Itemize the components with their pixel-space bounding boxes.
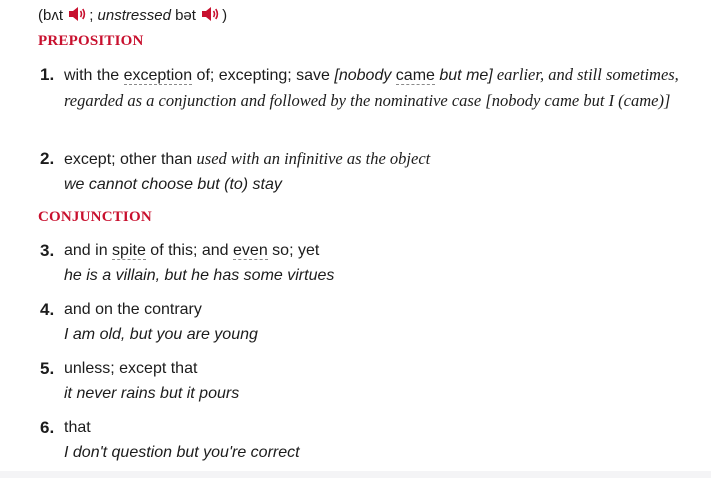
example-sentence: I don't question but you're correct	[64, 444, 300, 461]
definition-text: with the	[64, 67, 124, 84]
definition-text: and in	[64, 242, 113, 259]
example-open: [nobody	[334, 67, 396, 84]
definition-text: of; excepting; save	[192, 67, 335, 84]
pron-unstressed: bət	[175, 7, 196, 24]
sense-body	[64, 297, 698, 347]
speaker-icon[interactable]	[201, 6, 221, 22]
sense-body	[64, 62, 698, 114]
sense-number: 4.	[40, 300, 55, 319]
crossref-link-even[interactable]: even	[233, 242, 268, 259]
sense-2	[38, 146, 698, 197]
part-of-speech-heading: CONJUNCTION	[38, 209, 152, 225]
sense-number: 2.	[40, 149, 55, 168]
part-of-speech-heading: PREPOSITION	[38, 33, 144, 49]
sense-4	[38, 297, 698, 347]
pron-stressed: bʌt	[43, 7, 64, 24]
sense-body	[64, 146, 698, 197]
example-sentence: he is a villain, but he has some virtues	[64, 267, 335, 284]
crossref-link-exception[interactable]: exception	[123, 67, 193, 84]
sense-body	[64, 238, 698, 288]
crossref-link-came[interactable]: came	[395, 67, 435, 84]
pronunciation-line	[38, 6, 227, 26]
definition-text: of this; and	[145, 242, 234, 259]
sense-number: 3.	[40, 241, 55, 260]
definition-text: except; other than	[64, 151, 197, 168]
sense-number: 5.	[40, 359, 55, 378]
usage-label: earlier, and still sometimes, regarded as a conjunction and followed by the nominative case	[64, 65, 679, 110]
pron-separator: ;	[89, 7, 94, 24]
example-sentence: we cannot choose but (to) stay	[64, 176, 282, 193]
definition-text: so; yet	[267, 242, 320, 259]
usage-label: used with an infinitive as the object	[196, 149, 431, 168]
example-sentence: I am old, but you are young	[64, 326, 258, 343]
example-sentence: it never rains but it pours	[64, 385, 240, 402]
bottom-divider	[0, 471, 711, 478]
pron-label: unstressed	[97, 7, 171, 24]
sense-6	[38, 415, 698, 465]
sense-number: 6.	[40, 418, 55, 437]
sense-body	[64, 415, 698, 465]
crossref-link-spite[interactable]: spite	[112, 242, 146, 259]
sense-1	[38, 62, 698, 114]
definition-text: and on the contrary	[64, 301, 202, 318]
definition-text: that	[64, 419, 91, 436]
definition-text: unless; except that	[64, 360, 198, 377]
pron-close: )	[222, 7, 228, 24]
sense-5	[38, 356, 698, 406]
sense-number: 1.	[40, 65, 55, 84]
sense-body	[64, 356, 698, 406]
sense-3	[38, 238, 698, 288]
example-but: but	[434, 67, 467, 84]
speaker-icon[interactable]	[68, 6, 88, 22]
example-close: me]	[466, 67, 493, 84]
usage-example: [nobody came but I (came)]	[481, 91, 671, 110]
pron-open: (	[38, 7, 43, 24]
